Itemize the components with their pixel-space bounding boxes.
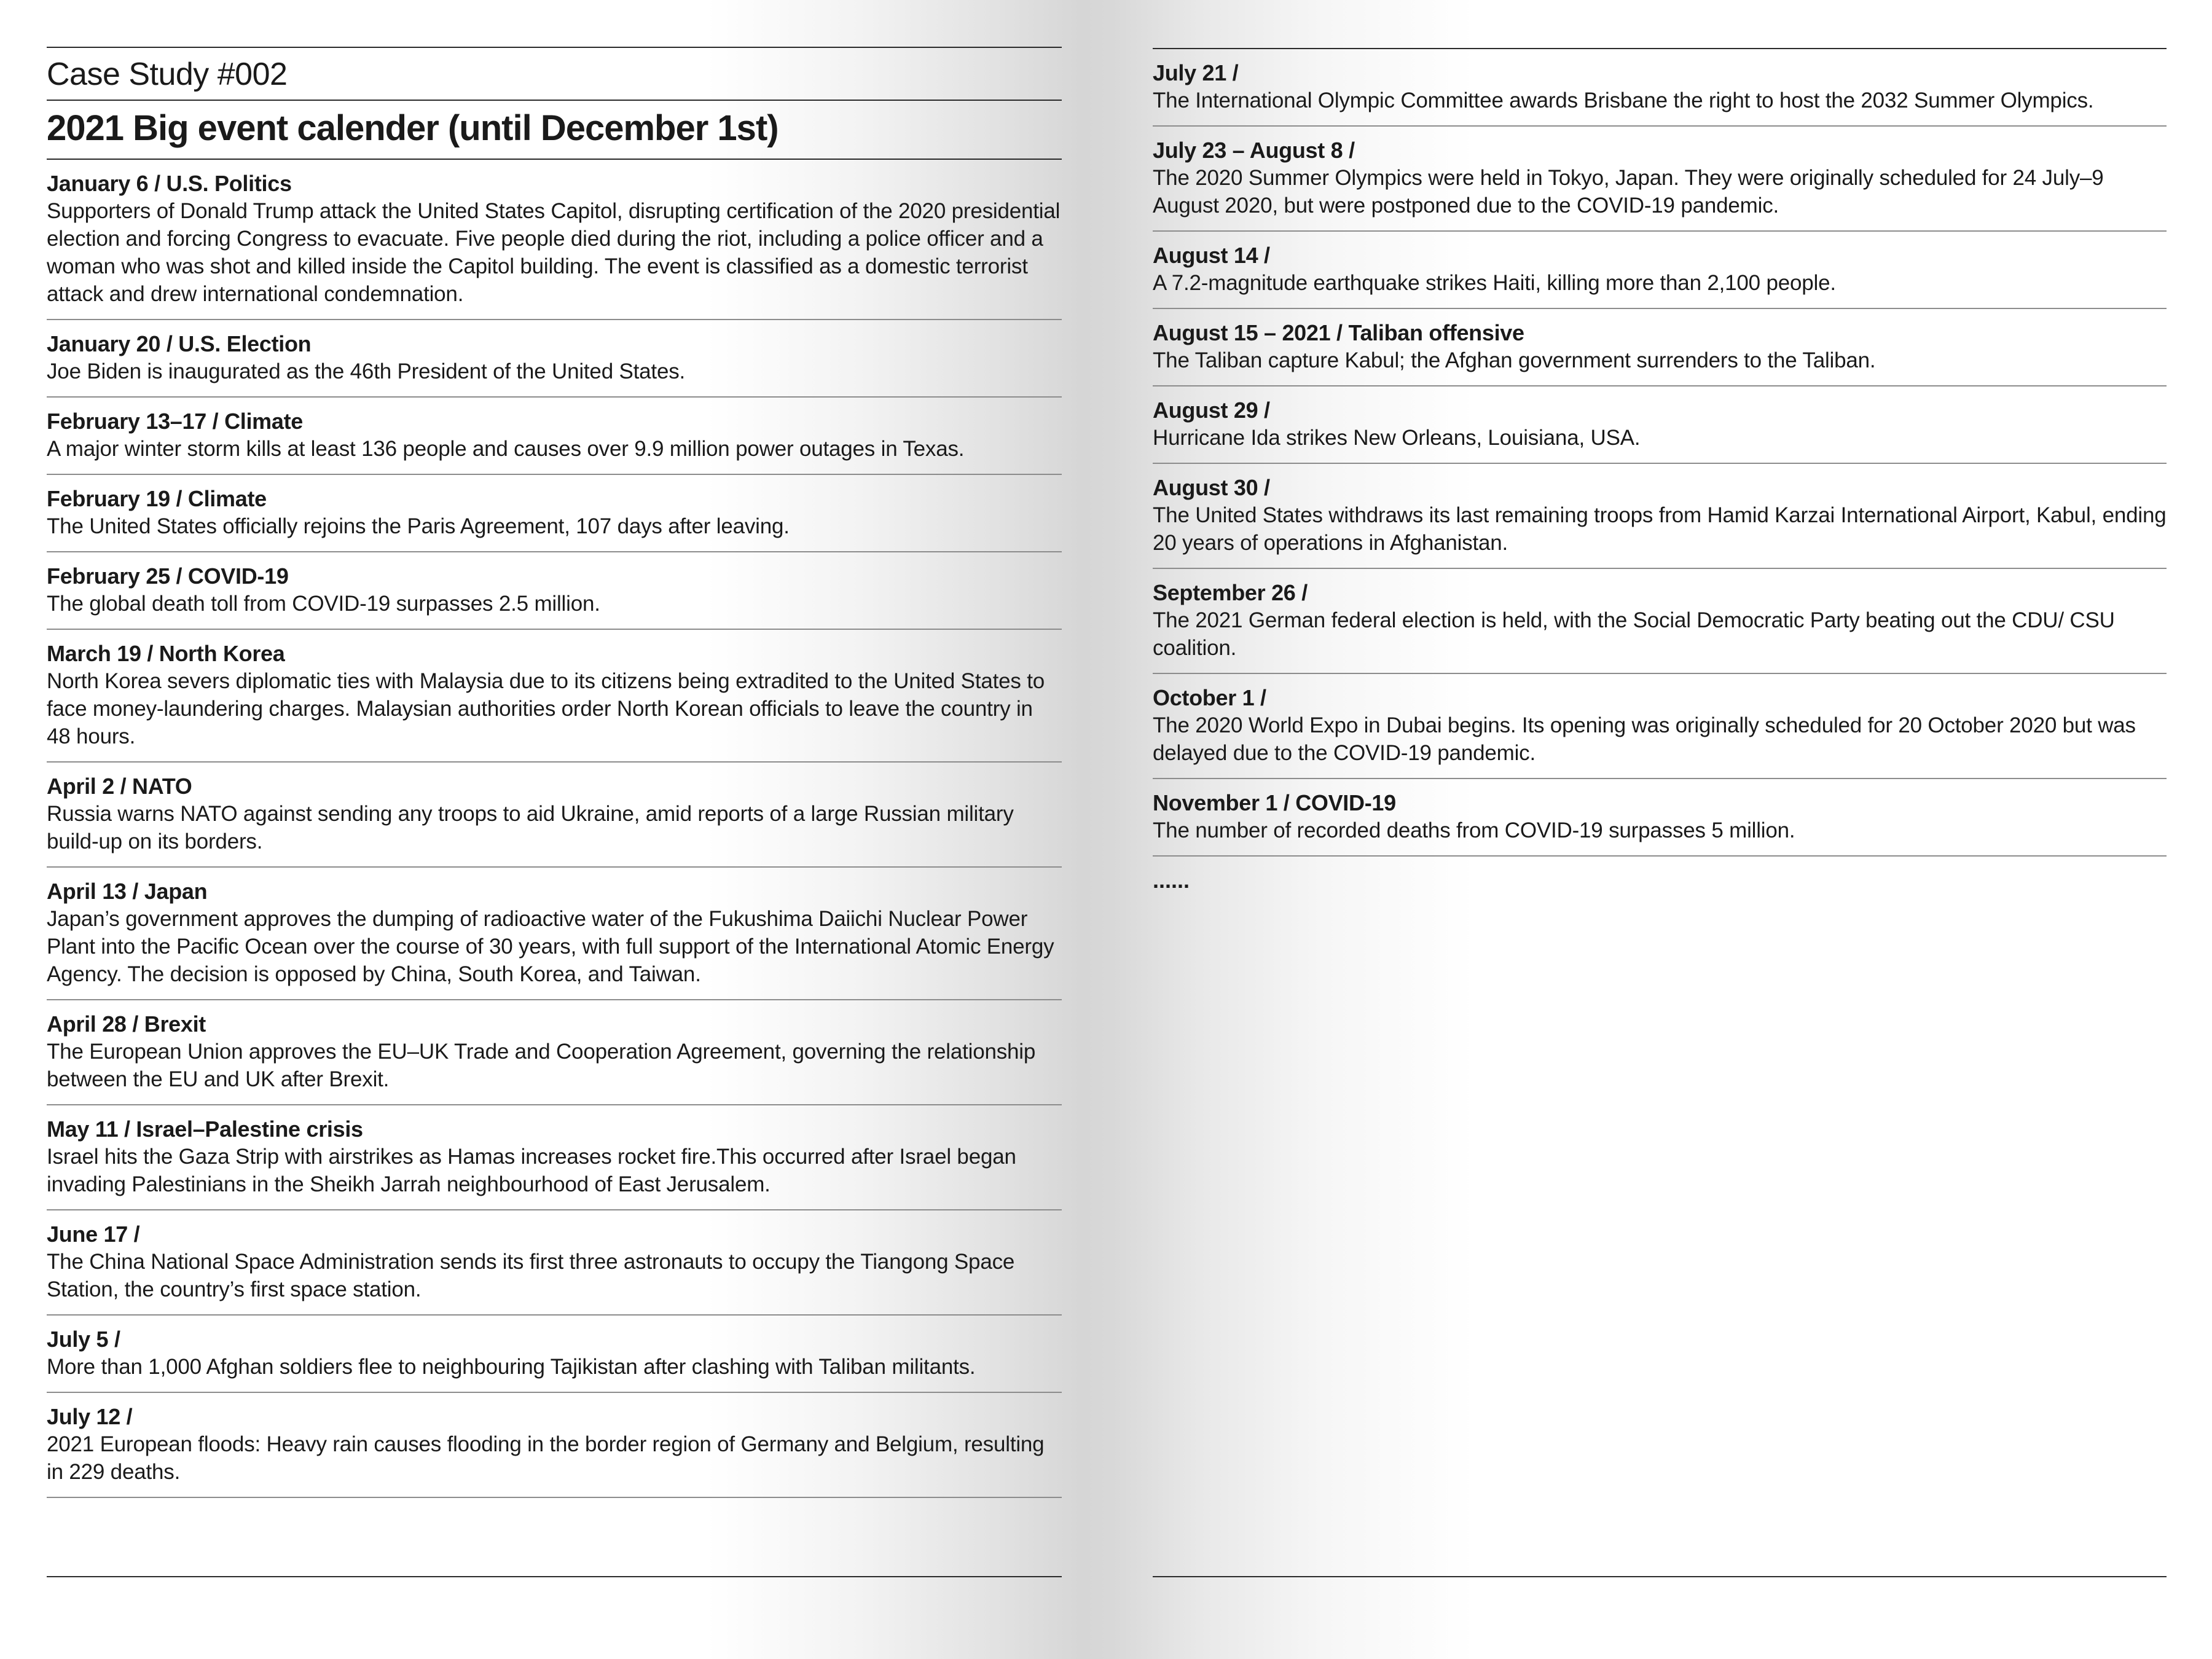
event-date-topic: April 2 / NATO	[47, 774, 192, 799]
event-date-topic: February 13–17 / Climate	[47, 409, 304, 434]
event-description: A 7.2-magnitude earthquake strikes Haiti, killing more than 2,100 people.	[1153, 271, 1836, 295]
event-date-topic: August 29 /	[1153, 398, 1270, 423]
event-description: A major winter storm kills at least 136 people and causes over 9.9 million power outages in Texas.	[47, 437, 965, 461]
event-date-topic: July 23 – August 8 /	[1153, 138, 1355, 163]
event-item	[47, 552, 1062, 630]
event-item	[47, 1000, 1062, 1105]
event-item	[47, 160, 1062, 320]
event-date-topic: April 28 / Brexit	[47, 1011, 206, 1037]
event-date-topic: February 25 / COVID-19	[47, 563, 289, 589]
event-date-topic: May 11 / Israel–Palestine crisis	[47, 1116, 363, 1142]
bottom-rule-left	[47, 1576, 1062, 1577]
event-description: The European Union approves the EU–UK Trade and Cooperation Agreement, governing the relationship between the EU and UK after Brexit.	[47, 1040, 1036, 1091]
event-description: The 2021 German federal election is held, with the Social Democratic Party beating out the CDU/ CSU coalition.	[1153, 608, 2115, 660]
event-date-topic: July 5 /	[47, 1327, 120, 1352]
event-description: Japan’s government approves the dumping of radioactive water of the Fukushima Daiichi Nuclear Power Plant into the Pacific Ocean over the course of 30 years, with full support of the International Atomic Energy Agency. The decision is opposed by China, South Korea, and Taiwan.	[47, 907, 1054, 986]
event-item	[47, 630, 1062, 763]
event-date-topic: August 30 /	[1153, 475, 1270, 500]
event-list-right	[1153, 49, 2167, 857]
event-item	[47, 1210, 1062, 1316]
event-description: North Korea severs diplomatic ties with Malaysia due to its citizens being extradited to the United States to face money-laundering charges. Malaysian authorities order North Korean officials to leave the country in 48 hours.	[47, 669, 1045, 748]
event-date-topic: July 12 /	[47, 1404, 133, 1429]
right-page	[1153, 0, 2167, 894]
event-description: Supporters of Donald Trump attack the United States Capitol, disrupting certification of the 2020 presidential election and forcing Congress to evacuate. Five people died during the riot, including a police officer and a woman who was shot and killed inside the Capitol building. The event is classified as a domestic terrorist attack and drew international condemnation.	[47, 199, 1061, 306]
event-item	[1153, 674, 2167, 779]
page-title: 2021 Big event calender (until December 1st)	[47, 108, 779, 148]
event-item	[1153, 386, 2167, 464]
event-item	[47, 763, 1062, 868]
continuation-ellipsis: ......	[1153, 868, 1190, 893]
event-item	[47, 1316, 1062, 1393]
event-description: More than 1,000 Afghan soldiers flee to neighbouring Tajikistan after clashing with Taliban militants.	[47, 1355, 976, 1379]
event-description: The United States officially rejoins the Paris Agreement, 107 days after leaving.	[47, 514, 790, 538]
bottom-rule-right	[1153, 1576, 2167, 1577]
event-item	[47, 1393, 1062, 1498]
case-study-label: Case Study #002	[47, 57, 288, 92]
event-date-topic: March 19 / North Korea	[47, 641, 285, 666]
event-date-topic: September 26 /	[1153, 580, 1308, 605]
event-description: The Taliban capture Kabul; the Afghan government surrenders to the Taliban.	[1153, 348, 1876, 372]
event-item	[47, 398, 1062, 475]
event-date-topic: October 1 /	[1153, 685, 1266, 710]
event-description: The number of recorded deaths from COVID-19 surpasses 5 million.	[1153, 818, 1795, 842]
event-date-topic: August 14 /	[1153, 243, 1270, 268]
event-item	[1153, 232, 2167, 309]
event-item	[1153, 464, 2167, 569]
event-date-topic: April 13 / Japan	[47, 879, 208, 904]
event-description: Joe Biden is inaugurated as the 46th President of the United States.	[47, 359, 686, 383]
event-date-topic: January 20 / U.S. Election	[47, 331, 312, 356]
event-date-topic: January 6 / U.S. Politics	[47, 171, 292, 196]
event-date-topic: August 15 – 2021 / Taliban offensive	[1153, 320, 1524, 345]
left-page	[47, 0, 1062, 1498]
event-description: Russia warns NATO against sending any troops to aid Ukraine, amid reports of a large Russian military build-up on its borders.	[47, 802, 1014, 853]
event-item	[47, 475, 1062, 552]
event-description: Hurricane Ida strikes New Orleans, Louisiana, USA.	[1153, 426, 1641, 450]
event-description: The 2020 Summer Olympics were held in Tokyo, Japan. They were originally scheduled for 24 July–9 August 2020, but were postponed due to the COVID-19 pandemic.	[1153, 166, 2104, 218]
event-description: The International Olympic Committee awards Brisbane the right to host the 2032 Summer Olympics.	[1153, 88, 2094, 112]
event-item	[47, 1105, 1062, 1210]
event-item	[1153, 309, 2167, 386]
event-description: 2021 European floods: Heavy rain causes flooding in the border region of Germany and Belgium, resulting in 229 deaths.	[47, 1432, 1045, 1484]
event-item	[1153, 127, 2167, 232]
event-date-topic: July 21 /	[1153, 60, 1239, 85]
event-date-topic: February 19 / Climate	[47, 486, 267, 511]
event-item	[1153, 569, 2167, 674]
event-description: Israel hits the Gaza Strip with airstrikes as Hamas increases rocket fire.This occurred after Israel began invading Palestinians in the Sheikh Jarrah neighbourhood of East Jerusalem.	[47, 1145, 1016, 1196]
event-description: The United States withdraws its last remaining troops from Hamid Karzai International Airport, Kabul, ending 20 years of operations in Afghanistan.	[1153, 503, 2167, 555]
event-date-topic: June 17 /	[47, 1222, 140, 1247]
event-description: The global death toll from COVID-19 surpasses 2.5 million.	[47, 592, 600, 616]
event-list-left	[47, 160, 1062, 1498]
event-item	[1153, 49, 2167, 127]
event-description: The 2020 World Expo in Dubai begins. Its opening was originally scheduled for 20 October 2020 but was delayed due to the COVID-19 pandemic.	[1153, 713, 2136, 765]
event-date-topic: November 1 / COVID-19	[1153, 790, 1396, 815]
event-description: The China National Space Administration sends its first three astronauts to occupy the Tiangong Space Station, the country’s first space station.	[47, 1250, 1015, 1301]
event-item	[1153, 779, 2167, 857]
event-item	[47, 320, 1062, 398]
event-item	[47, 868, 1062, 1000]
